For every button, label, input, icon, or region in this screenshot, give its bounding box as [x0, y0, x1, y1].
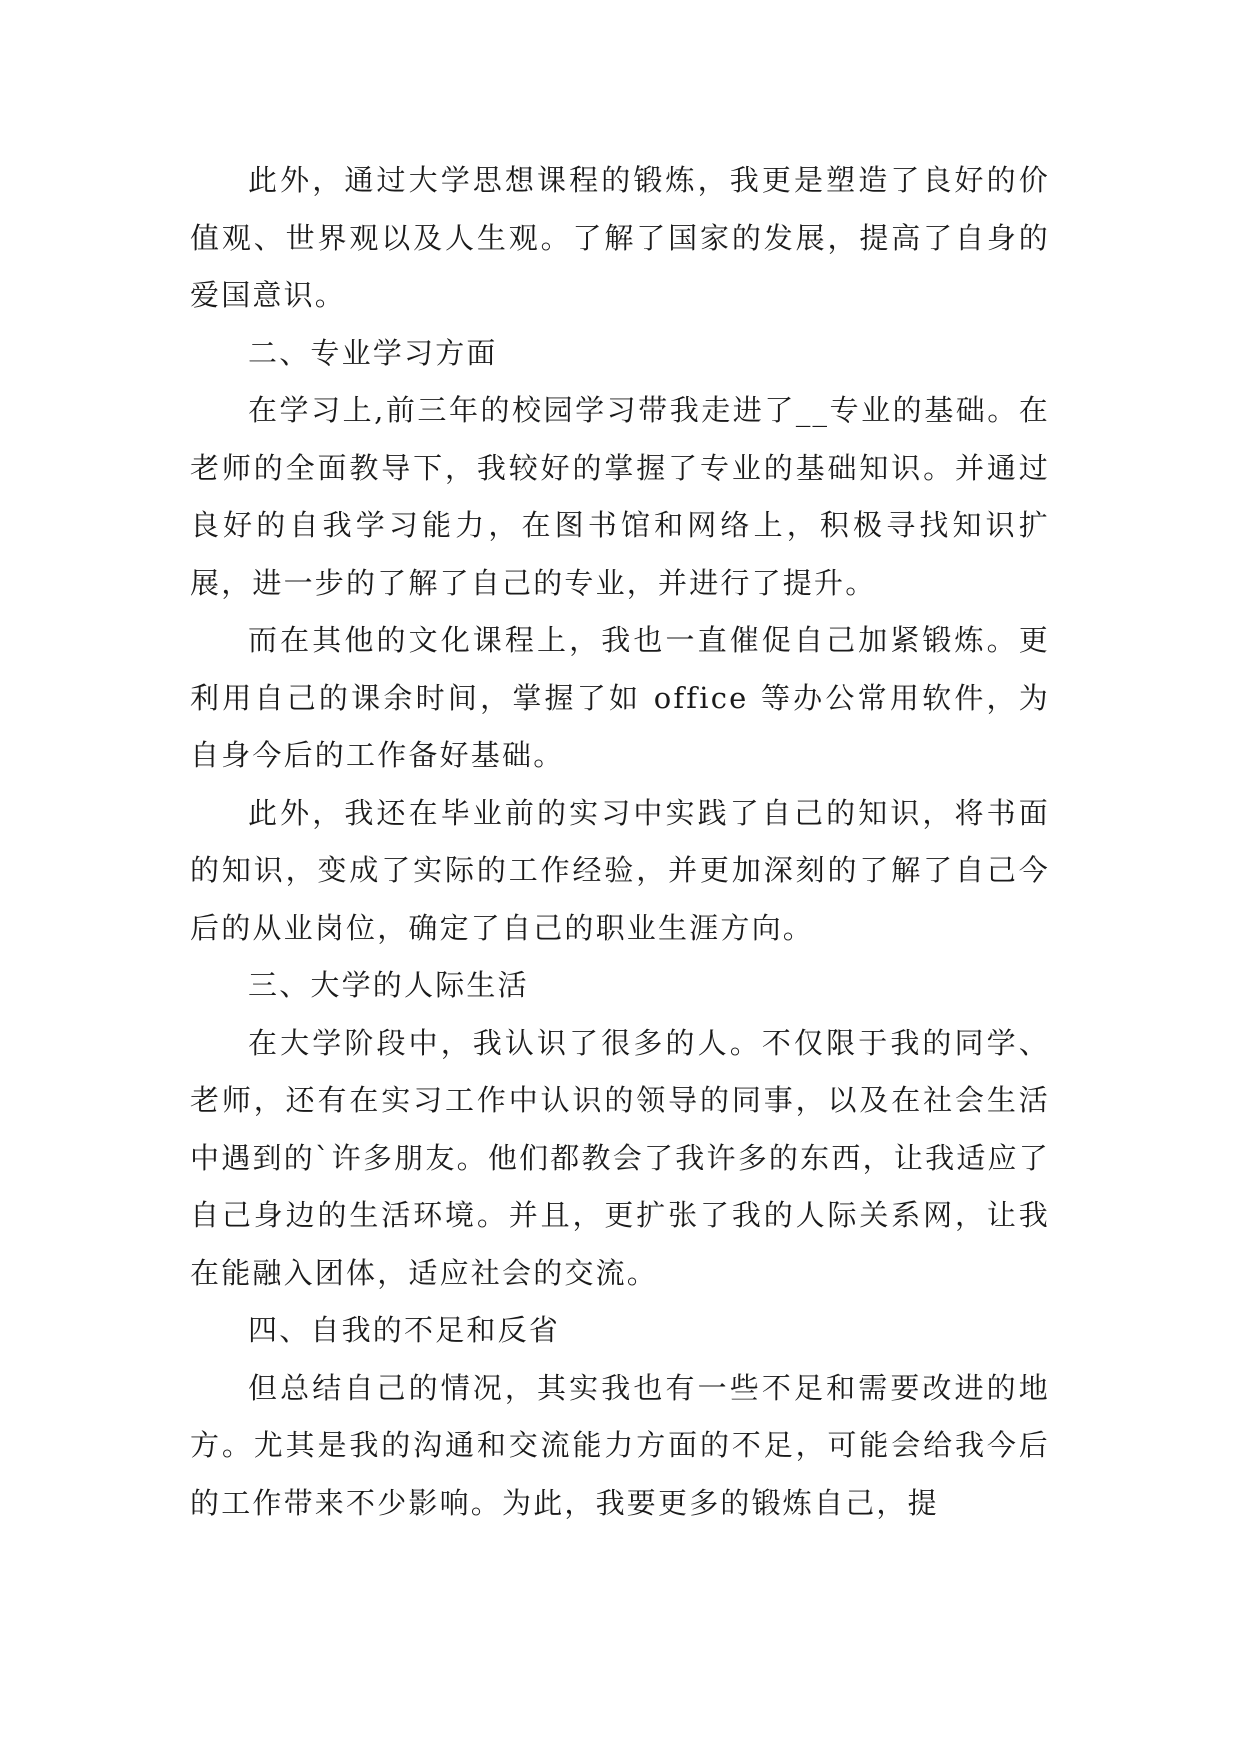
paragraph-culture-courses: 而在其他的文化课程上，我也一直催促自己加紧锻炼。更利用自己的课余时间，掌握了如 office 等办公常用软件，为自身今后的工作备好基础。	[190, 623, 1050, 772]
section-heading-shortcomings: 四、自我的不足和反省	[248, 1313, 561, 1347]
section-heading-social-life: 三、大学的人际生活	[248, 968, 529, 1002]
paragraph-ideology: 此外，通过大学思想课程的锻炼，我更是塑造了良好的价值观、世界观以及人生观。了解了国家的发展，提高了自身的爱国意识。	[190, 163, 1050, 312]
paragraph-shortcomings: 但总结自己的情况，其实我也有一些不足和需要改进的地方。尤其是我的沟通和交流能力方面的不足，可能会给我今后的工作带来不少影响。为此，我要更多的锻炼自己，提	[190, 1370, 1050, 1520]
paragraph-social-life: 在大学阶段中，我认识了很多的人。不仅限于我的同学、老师，还有在实习工作中认识的领导的同事，以及在社会生活中遇到的`许多朋友。他们都教会了我许多的东西，让我适应了自己身边的生活环境。并且，更扩张了我的人际关系网，让我在能融入团体，适应社会的交流。	[190, 1025, 1050, 1290]
section-heading-professional-study: 二、专业学习方面	[248, 335, 498, 370]
paragraph-internship: 此外，我还在毕业前的实习中实践了自己的知识，将书面的知识，变成了实际的工作经验，并更加深刻的了解了自己今后的从业岗位，确定了自己的职业生涯方向。	[190, 795, 1050, 945]
paragraph-study: 在学习上,前三年的校园学习带我走进了__专业的基础。在老师的全面教导下，我较好的掌握了专业的基础知识。并通过良好的自我学习能力，在图书馆和网络上，积极寻找知识扩展，进一步的了解了自己的专业，并进行了提升。	[190, 393, 1050, 600]
document-page	[190, 152, 1050, 1532]
